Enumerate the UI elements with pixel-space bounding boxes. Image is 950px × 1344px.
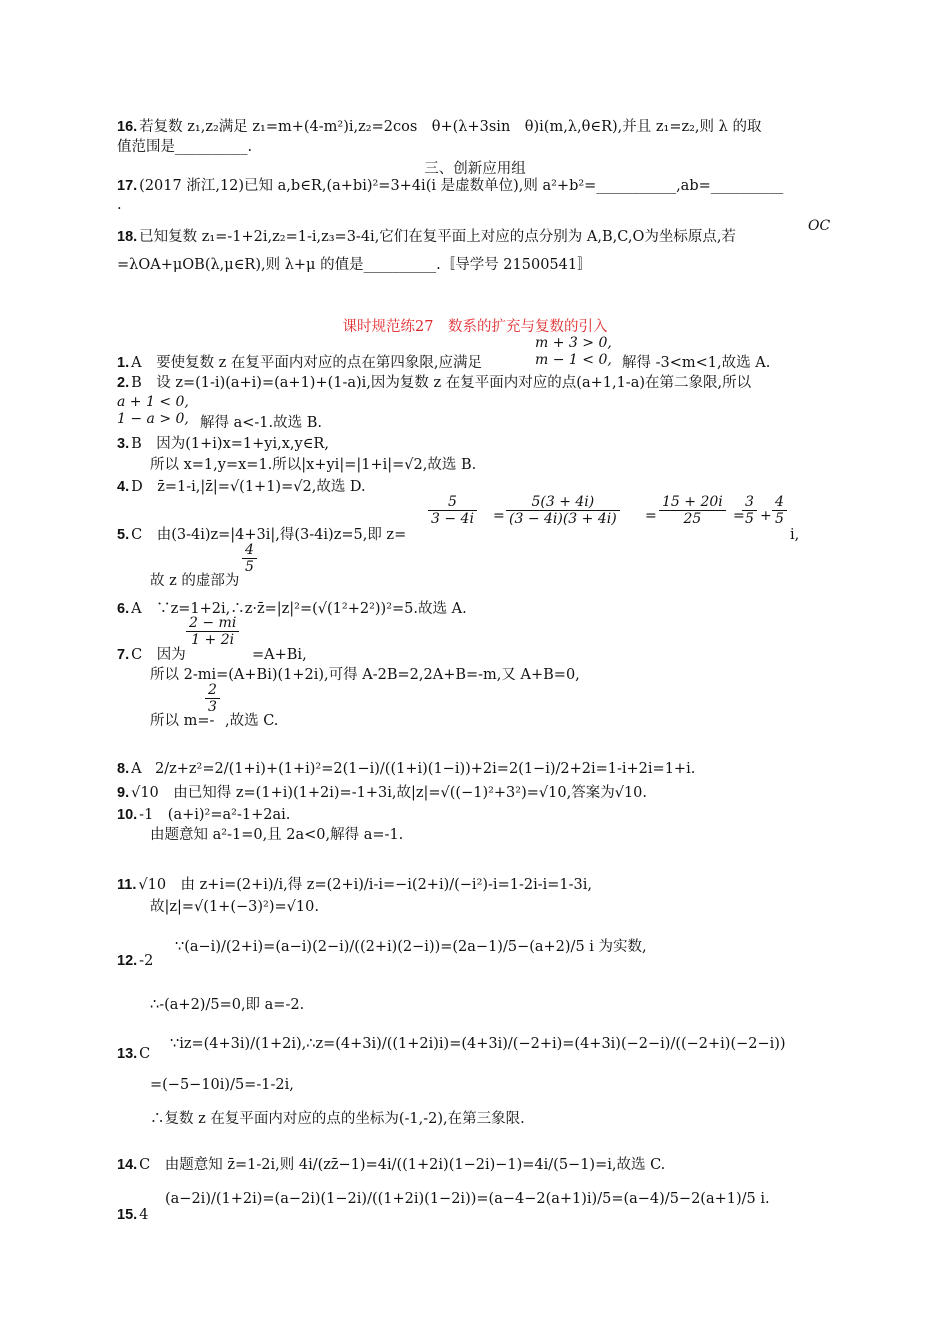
answer-7-frac: $\frac{2 - mi}{1 + 2i}$ <box>186 615 239 648</box>
answer-5: 5. C 由(3-4i)z=|4+3i|,得(3-4i)z=5,即 z= <box>117 527 407 543</box>
answer-8: 8. A <box>117 761 142 777</box>
answer-3: 3. B 因为(1+i)x=1+yi,x,y∈R, <box>117 436 329 452</box>
answer-5-frac-2: $\frac{5(3 + 4i)}{(3 - 4i)(3 + 4i)}$ <box>506 494 620 527</box>
section-heading: 三、创新应用组 <box>424 161 526 177</box>
document-page: 16. 若复数 z₁,z₂满足 z₁=m+(4-m²)i,z₂=2cos θ+(λ+3sin θ)i(m,λ,θ∈R),并且 z₁=z₂,则 λ 的取 值范围是__________. 三、创新应用组 17. (2017 浙江,12)已知 a,b∈R,(a+bi)²=3+4i(i 是虚数单位),则 a²+b²=___________,ab=__________ . 18. 已知复数 z₁=-1+2i,z₂=1-i,z₃=3-4i,它们在复平面上对应的点分别为 A,B,C,O为坐标原点,若 OC =λOA+μOB(λ,μ∈R),则 λ+μ 的值是__________.〚导学号 21500541〛 课时规范练27 数系的扩充与复数的引入 1. A 要使复数 z 在复平面内对应的点在第四象限,应满足 m + 3 > 0, m − 1 < 0, 解得 -3<m<1,故选 A. 2. B 设 z=(1-i)(a+i)=(a+1)+(1-a)i,因为复数 z 在复平面内对应的点(a+1,1-a)在第二象限,所以 a + 1 < 0, 1 − a > 0, 解得 a<-1.故选 B. 3. B 因为(1+i)x=1+yi,x,y∈R, 所以 x=1,y=x=1.所以|x+yi|=|1+i|=√2,故选 B. 4. D z̄=1-i,|z̄|=√(1+1)=√2,故选 D. 5. C 由(3-4i)z=|4+3i|,得(3-4i)z=5,即 z= $\frac{5}{3 - 4i}$ = $\frac{5(3 + 4i)}{(3 - 4i)(3 + 4i)}$ = $\frac{15 + 20i}{25}$ = $\frac{3}{5}$ + $\frac{4}{5}$ i, 故 z 的虚部为 $\frac{4}{5}$ 6. A ∵z=1+2i,∴z·z̄=|z|²=(√(1²+2²))²=5.故选 A. 7. C 因为 $\frac{2 - mi}{1 + 2i}$ =A+Bi, 所以 2-mi=(A+Bi)(1+2i),可得 A-2B=2,2A+B=-m,又 A+B=0, 所以 m=- $\frac{2}{3}$ ,故选 C. 8. A 2/z+z²=2/(1+i)+(1+i)²=2(1−i)/((1+i)(1−i))+2i=2(1−i)/2+2i=1-i+2i=1+i. 9. √10 由已知得 z=(1+i)(1+2i)=-1+3i,故|z|=√((−1)²+3²)=√10,答案为√10. 10. -1 (a+i)²=a²-1+2ai. 由题意知 a²-1=0,且 2a<0,解得 a=-1. 11. √10 由 z+i=(2+i)/i,得 z=(2+i)/i-i=−i(2+i)/(−i²)-i=1-2i-i=1-3i, 故|z|=√(1+(−3)²)=√10. 12. -2 ∵(a−i)/(2+i)=(a−i)(2−i)/((2+i)(2−i))=(2a−1)/5−(a+2)/5 i 为实数, ∴-(a+2)/5=0,即 a=-2. 13. C ∵iz=(4+3i)/(1+2i),∴z=(4+3i)/((1+2i)i)=(4+3i)/(−2+i)=(4+3i)(−2−i)/((−2+i)(−2−i)) =(−5−10i)/5=-1-2i, ∴复数 z 在复平面内对应的点的坐标为(-1,-2),在第三象限. 14. C 由题意知 z̄=1-2i,则 4i/(zz̄−1)=4i/((1+2i)(1−2i)−1)=4i/(5−1)=i,故选 C. 15. 4 (a−2i)/(1+2i)=(a−2i)(1−2i)/((1+2i)(1−2i))=(a−4−2(a+1)i)/5=(a−4)/5−2(a+1)/5 i. <box>0 0 950 1344</box>
answer-2-system: a + 1 < 0, 1 − a > 0, <box>117 394 189 427</box>
answer-5-frac-6: $\frac{4}{5}$ <box>242 542 257 575</box>
answer-1-tail: 解得 -3<m<1,故选 A. <box>622 355 771 371</box>
problem-18-line1: 18. 已知复数 z₁=-1+2i,z₂=1-i,z₃=3-4i,它们在复平面上对应的点分别为 A,B,C,O为坐标原点,若 <box>117 229 736 245</box>
answer-11: 11. √10 由 z+i=(2+i)/i,得 z=(2+i)/i-i=−i(2+i)/(−i²)-i=1-2i-i=1-3i, <box>117 877 592 893</box>
answer-9: 9. √10 由已知得 z=(1+i)(1+2i)=-1+3i,故|z|=√((−1)²+3²)=√10,答案为√10. <box>117 785 648 801</box>
answer-13-equation: ∵iz=(4+3i)/(1+2i),∴z=(4+3i)/((1+2i)i)=(4+3i)/(−2+i)=(4+3i)(−2−i)/((−2+i)(−2−i)) <box>170 1036 786 1052</box>
answer-5-frac-4: $\frac{3}{5}$ <box>742 494 757 527</box>
problem-17: 17. (2017 浙江,12)已知 a,b∈R,(a+bi)²=3+4i(i 是虚数单位),则 a²+b²=___________,ab=__________ <box>117 178 784 194</box>
answer-15-equation: (a−2i)/(1+2i)=(a−2i)(1−2i)/((1+2i)(1−2i))=(a−4−2(a+1)i)/5=(a−4)/5−2(a+1)/5 i. <box>165 1191 770 1207</box>
problem-17-tail: . <box>117 197 122 213</box>
vector-oc: OC <box>808 218 831 234</box>
answer-12-line2: ∴-(a+2)/5=0,即 a=-2. <box>150 997 305 1013</box>
answer-4: 4. D z̄=1-i,|z̄|=√(1+1)=√2,故选 D. <box>117 479 366 495</box>
answer-7-line2: 所以 2-mi=(A+Bi)(1+2i),可得 A-2B=2,2A+B=-m,又 A+B=0, <box>150 667 580 683</box>
answer-13-line2: =(−5−10i)/5=-1-2i, <box>150 1077 294 1093</box>
answer-6: 6. A ∵z=1+2i,∴z·z̄=|z|²=(√(1²+2²))²=5.故选 A. <box>117 601 467 617</box>
answer-7: 7. C 因为 <box>117 647 186 663</box>
answer-14: 14. C 由题意知 z̄=1-2i,则 4i/(zz̄−1)=4i/((1+2i)(1−2i)−1)=4i/(5−1)=i,故选 C. <box>117 1157 666 1173</box>
answer-10-line2: 由题意知 a²-1=0,且 2a<0,解得 a=-1. <box>150 827 404 843</box>
answer-5-frac-5: $\frac{4}{5}$ <box>772 494 787 527</box>
answer-5-line2: 故 z 的虚部为 <box>150 573 240 589</box>
answer-title: 课时规范练27 数系的扩充与复数的引入 <box>342 319 608 335</box>
answer-10: 10. -1 (a+i)²=a²-1+2ai. <box>117 807 291 823</box>
answer-11-line2: 故|z|=√(1+(−3)²)=√10. <box>150 899 319 915</box>
answer-1-system: m + 3 > 0, m − 1 < 0, <box>535 335 612 368</box>
answer-13-line3: ∴复数 z 在复平面内对应的点的坐标为(-1,-2),在第三象限. <box>150 1111 525 1127</box>
answer-12: 12. -2 <box>117 953 154 969</box>
answer-5-frac-1: $\frac{5}{3 - 4i}$ <box>428 494 477 527</box>
answer-1: 1. A 要使复数 z 在复平面内对应的点在第四象限,应满足 <box>117 355 483 371</box>
problem-16-line1: 16. 若复数 z₁,z₂满足 z₁=m+(4-m²)i,z₂=2cos θ+(λ+3sin θ)i(m,λ,θ∈R),并且 z₁=z₂,则 λ 的取 <box>117 119 762 135</box>
answer-3-line2: 所以 x=1,y=x=1.所以|x+yi|=|1+i|=√2,故选 B. <box>150 457 477 473</box>
answer-2-tail: 解得 a<-1.故选 B. <box>200 415 323 431</box>
problem-16-line2: 值范围是__________. <box>117 139 253 155</box>
answer-12-equation: ∵(a−i)/(2+i)=(a−i)(2−i)/((2+i)(2−i))=(2a−1)/5−(a+2)/5 i 为实数, <box>175 939 647 955</box>
answer-7-line3: 所以 m=- <box>150 713 215 729</box>
answer-13: 13. C <box>117 1046 151 1062</box>
answer-8-equation: 2/z+z²=2/(1+i)+(1+i)²=2(1−i)/((1+i)(1−i))+2i=2(1−i)/2+2i=1-i+2i=1+i. <box>155 761 696 777</box>
answer-15: 15. 4 <box>117 1207 149 1223</box>
problem-18-line2: =λOA+μOB(λ,μ∈R),则 λ+μ 的值是__________.〚导学号 21500541〛 <box>117 257 592 273</box>
answer-2: 2. B 设 z=(1-i)(a+i)=(a+1)+(1-a)i,因为复数 z 在复平面内对应的点(a+1,1-a)在第二象限,所以 <box>117 375 752 391</box>
answer-7-frac-2: $\frac{2}{3}$ <box>205 682 220 715</box>
answer-5-frac-3: $\frac{15 + 20i}{25}$ <box>659 494 726 527</box>
